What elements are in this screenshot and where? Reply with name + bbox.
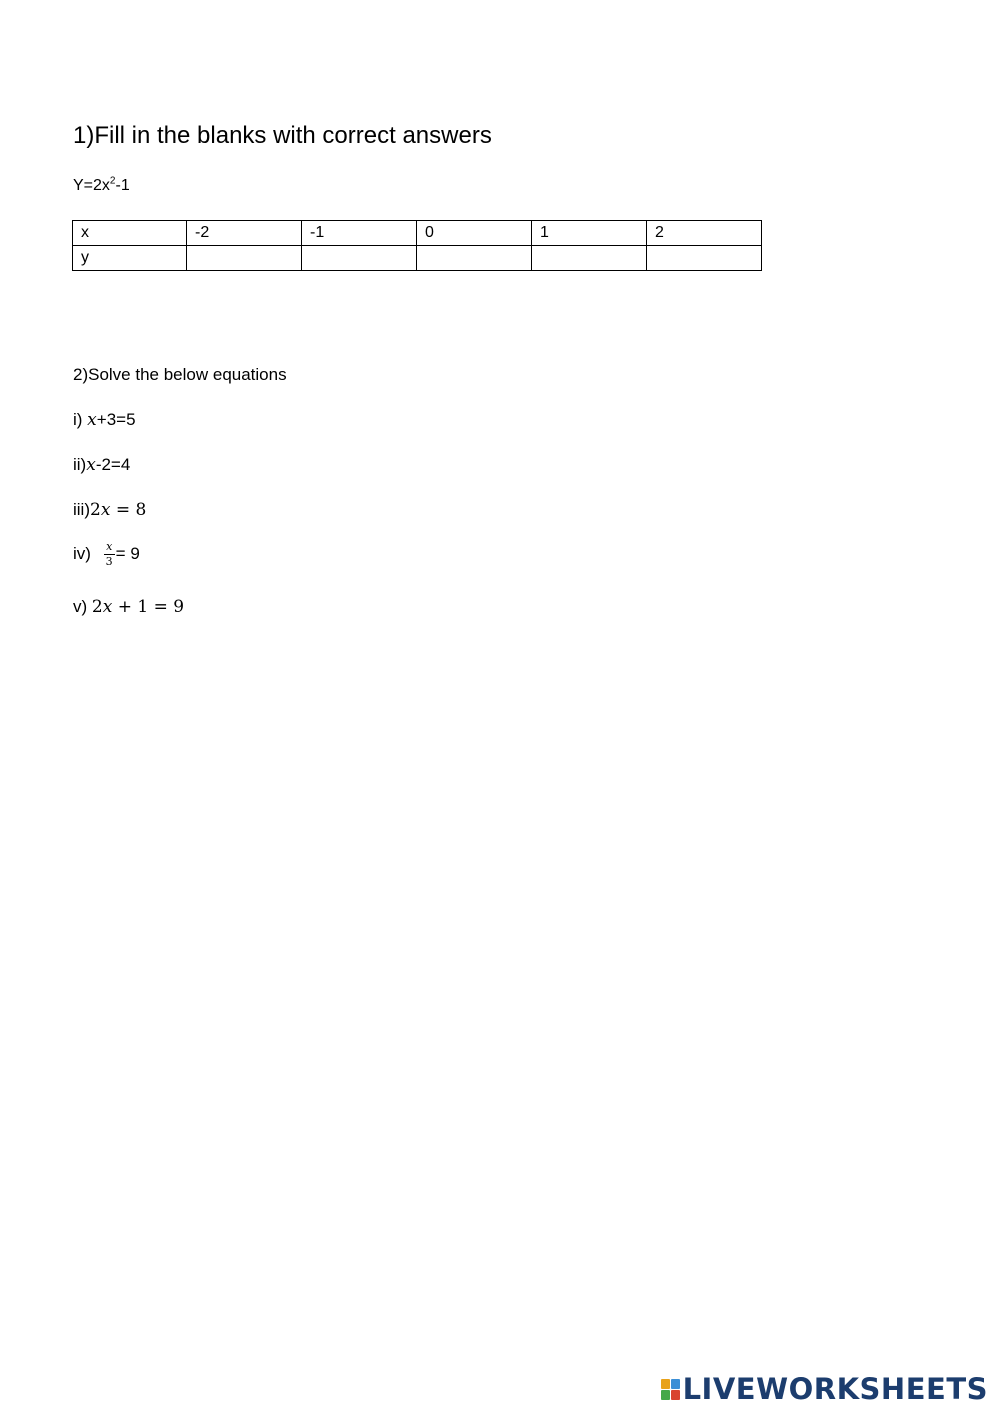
table-cell: 2 <box>647 221 762 246</box>
table-cell: -2 <box>187 221 302 246</box>
equation-label: v) <box>73 597 92 616</box>
logo-square <box>661 1379 670 1389</box>
liveworksheets-logo-icon <box>661 1379 680 1400</box>
table-cell: 1 <box>532 221 647 246</box>
equation-coefficient: 2 <box>90 500 101 520</box>
logo-square <box>671 1390 680 1400</box>
equation-v <box>73 597 184 617</box>
answer-cell[interactable] <box>532 246 647 271</box>
equation-coefficient: 2 <box>91 597 103 617</box>
equation-label: iv) <box>73 543 96 563</box>
equation-rest: +3=5 <box>96 410 136 429</box>
table-cell: 0 <box>417 221 532 246</box>
equation-exponent: 2 <box>109 175 116 187</box>
equation <box>73 177 130 195</box>
equation-label: i) <box>73 410 88 429</box>
equation-rest: + 1 = 9 <box>112 597 185 617</box>
fraction-denominator: 3 <box>105 555 113 568</box>
answer-cell[interactable] <box>417 246 532 271</box>
table-cell: x <box>73 221 187 246</box>
table-cell: -1 <box>302 221 417 246</box>
equation-suffix: -1 <box>115 177 130 194</box>
fraction <box>104 540 115 569</box>
brand-text: LIVEWORKSHEETS <box>682 1372 988 1406</box>
question-2-title: 2)Solve the below equations <box>73 365 287 384</box>
equation-label: ii) <box>73 455 87 474</box>
logo-square <box>671 1379 680 1389</box>
answer-cell[interactable] <box>302 246 417 271</box>
equation-rest: = 8 <box>110 500 147 520</box>
equation-i <box>73 410 136 430</box>
equation-ii <box>73 455 130 475</box>
equation-rest: = 9 <box>115 543 140 563</box>
fraction-numerator: x <box>104 540 115 555</box>
equation-variable: x <box>87 410 97 430</box>
values-table <box>72 220 762 271</box>
answer-cell[interactable] <box>187 246 302 271</box>
equation-label: iii) <box>73 500 90 519</box>
equation-variable: x <box>86 455 96 475</box>
question-1-title: 1)Fill in the blanks with correct answers <box>73 122 492 149</box>
equation-variable: x <box>100 500 111 520</box>
logo-square <box>661 1390 670 1400</box>
equation-iv <box>73 540 140 569</box>
table-cell: y <box>73 246 187 271</box>
table-row-y <box>73 246 762 271</box>
equation-variable: x <box>102 597 113 617</box>
liveworksheets-brand <box>661 1372 988 1406</box>
table-row-x <box>73 221 762 246</box>
equation-iii <box>73 500 146 520</box>
answer-cell[interactable] <box>647 246 762 271</box>
equation-prefix: Y=2x <box>73 177 110 194</box>
equation-rest: -2=4 <box>95 455 131 474</box>
